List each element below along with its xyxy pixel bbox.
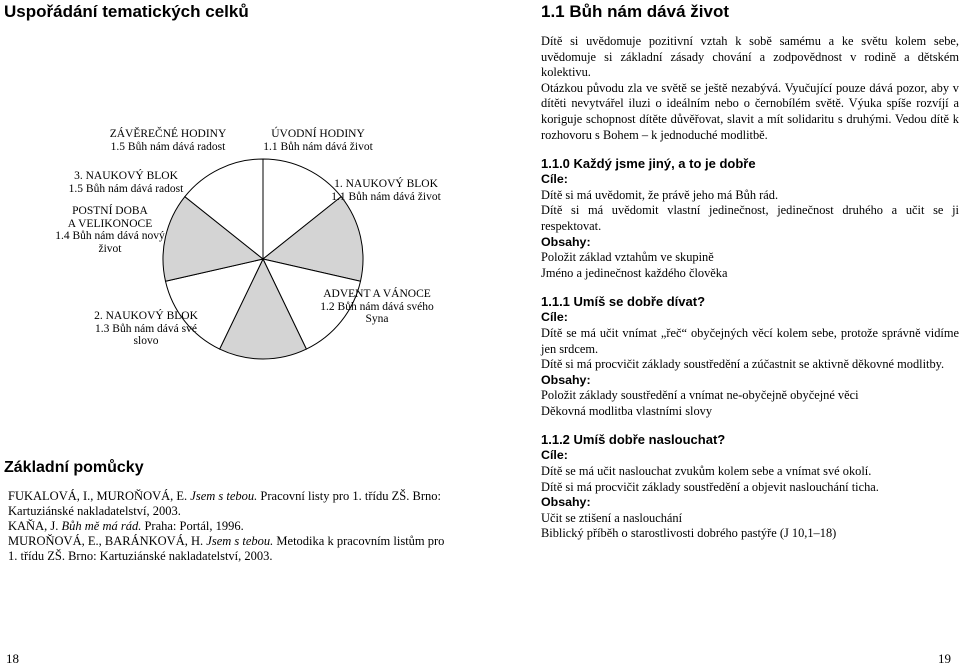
reference-item: FUKALOVÁ, I., MUROŇOVÁ, E. Jsem s tebou. Pracovní listy pro 1. třídu ZŠ. Brno: Kartuziánské nakladatelství, 2003. (8, 489, 441, 518)
reference-list (8, 489, 448, 564)
goal-item: Dítě se má učit vnímat „řeč“ obyčejných věcí kolem sebe, protože správně vidíme jen srdcem. (541, 325, 959, 356)
page-number-right: 19 (938, 651, 951, 666)
intro-paragraph: Dítě si uvědomuje pozitivní vztah k sobě samému a ke světu kolem sebe, uvědomuje si základní zásady chování a zodpovědnost v rodině a dětském kolektivu. (541, 34, 959, 80)
tools-heading: Základní pomůcky (4, 459, 144, 476)
content-item: Děkovná modlitba vlastními slovy (541, 403, 713, 418)
content-item: Položit základ vztahům ve skupině (541, 250, 714, 265)
pie-slice-label: 2. NAUKOVÝ BLOK 1.3 Bůh nám dává své slovo (94, 310, 198, 347)
goal-item: Dítě si má uvědomit vlastní jedinečnost, jedinečnost druhého a učit se ji respektovat. (541, 203, 959, 233)
content-item: Položit základy soustředění a vnímat ne-obyčejně obyčejné věci (541, 388, 859, 403)
goal-item: Dítě si má procvičit základy soustředění a objevit naslouchání ticha. (541, 479, 879, 494)
pie-slice-label: 3. NAUKOVÝ BLOK 1.5 Bůh nám dává radost (68, 170, 184, 195)
page-number-left: 18 (6, 651, 19, 666)
content-item: Biblický příběh o starostlivosti dobrého pastýře (J 10,1–18) (541, 526, 837, 541)
page-title-left: Uspořádání tematických celků (4, 2, 249, 21)
pie-slice-label: ADVENT A VÁNOCE 1.2 Bůh nám dává svého Syna (320, 288, 434, 325)
goals-label: Cíle: (541, 448, 568, 463)
goal-item: Dítě se má učit naslouchat zvukům kolem sebe a vnímat své okolí. (541, 464, 872, 479)
section-title: 1.1.1 Umíš se dobře dívat? (541, 294, 706, 310)
intro-paragraph: Otázkou původu zla ve světě se ještě nezabývá. Vyučující pouze dává pozor, aby v dítěti nevytvářel iluzi o ideálním nebo o černobílém světě. Výuka spíše rozvíjí a koriguje schopnost dítěte důvěřovat, slavit a mít solidaritu s druhými. Vedou dítě k rozhovoru s Bohem – k jednoduché modlitbě. (541, 80, 959, 142)
reference-item: MUROŇOVÁ, E., BARÁNKOVÁ, H. Jsem s tebou. Metodika k pracovním listům pro 1. třídu ZŠ. Brno: Kartuziánské nakladatelství, 2003. (8, 534, 445, 563)
lesson-content (541, 34, 959, 542)
content-label: Obsahy: (541, 495, 591, 510)
content-item: Jméno a jedinečnost každého člověka (541, 265, 728, 280)
page-title-right: 1.1 Bůh nám dává život (541, 2, 729, 21)
content-label: Obsahy: (541, 234, 591, 249)
goals-label: Cíle: (541, 310, 568, 325)
reference-item: KAŇA, J. Bůh mě má rád. Praha: Portál, 1996. (8, 519, 244, 533)
pie-slice-label: POSTNÍ DOBA A VELIKONOCE 1.4 Bůh nám dává nový život (55, 205, 165, 255)
content-item: Učit se ztišení a naslouchání (541, 510, 683, 525)
pie-slice-label: ÚVODNÍ HODINY 1.1 Bůh nám dává život (263, 128, 373, 153)
pie-slice-label: ZÁVĚREČNÉ HODINY 1.5 Bůh nám dává radost (109, 128, 227, 153)
goal-item: Dítě si má procvičit základy soustředění a zúčastnit se aktivně děkovné modlitby. (541, 357, 945, 372)
content-label: Obsahy: (541, 372, 591, 387)
goals-label: Cíle: (541, 172, 568, 187)
pie-slice-label: 1. NAUKOVÝ BLOK 1.1 Bůh nám dává život (331, 178, 441, 203)
goal-item: Dítě si má uvědomit, že právě jeho má Bůh rád. (541, 187, 779, 202)
section-title: 1.1.0 Každý jsme jiný, a to je dobře (541, 156, 756, 172)
section-title: 1.1.2 Umíš dobře naslouchat? (541, 432, 726, 448)
